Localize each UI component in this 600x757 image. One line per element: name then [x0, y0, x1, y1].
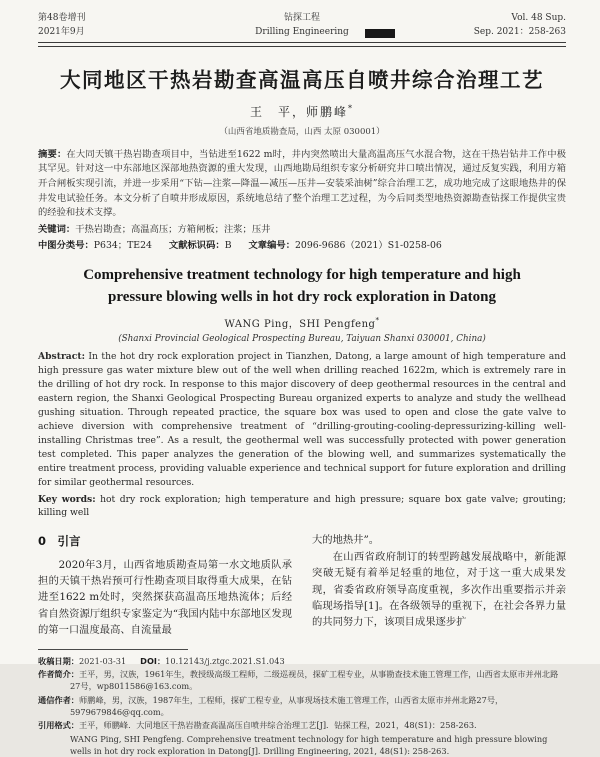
date-label-cn: 2021年9月	[38, 26, 85, 37]
section-heading: 0 引言	[38, 534, 81, 549]
body-columns	[38, 532, 566, 639]
keywords-en	[38, 493, 566, 521]
footnote-citation-en: WANG Ping, SHI Pengfeng. Comprehensive treatment technology for high temperature and high pressure blowing wells in hot dry rock exploration in Datong[J]. Drilling Engineering, 2021, 48(S1): 258-263.	[69, 733, 548, 756]
keywords-text-en: hot dry rock exploration; high temperature and high pressure; square box gate valve; grouting; killing well	[38, 493, 567, 519]
masthead-right	[446, 12, 566, 39]
volume-label-cn: 第48卷增刊	[38, 13, 86, 23]
author-names-en: WANG Ping，SHI Pengfeng	[224, 318, 376, 330]
document-code: 文献标识码：B	[168, 239, 232, 251]
pages-label-en: Sep. 2021：258-263	[473, 26, 566, 37]
abstract-label-cn: 摘要：	[38, 148, 67, 160]
masthead-left	[38, 12, 158, 39]
corresponding-author-mark: *	[348, 103, 354, 113]
footnote-corresponding-author: 通信作者：师鹏峰，男，汉族，1987年生，工程师，探矿工程专业，从事现场技术施工管理工作，山西省太原市并州北路27号，5979679846@qq.com。	[38, 694, 504, 718]
affiliation-cn: （山西省地质勘查局，山西 太原 030001）	[219, 126, 385, 137]
footnote-author-bio: 作者简介：王平，男，汉族，1961年生，教授级高级工程师，二级巡视员，探矿工程专业，从事勘查技术施工管理工作，山西省太原市并州北路27号，wp8011586@163.com。	[38, 669, 559, 692]
authors-cn	[38, 103, 566, 120]
article-title-en: Comprehensive treatment technology for high temperature and high pressure blowing wells in hot dry rock exploration in Datong	[83, 266, 521, 306]
body-paragraph-right-2: 在山西省政府制订的转型跨越发展战略中，新能源突破无疑有着举足轻重的地位，对于这一重大成果发现，省委省政府领导高度重视，多次作出重要指示并亲临现场指导[1]。在各级领导的重视下，在社会各界力量的共同努力下，该项目成果逐步扩	[312, 550, 566, 629]
journal-title-cn: 钻探工程	[283, 13, 320, 23]
abstract-label-en: Abstract:	[38, 350, 85, 362]
classification-line	[38, 239, 566, 254]
article-id: 文章编号：2096-9686（2021）S1-0258-06	[248, 239, 442, 251]
clc-number: 中图分类号：P634；TE24	[38, 239, 152, 251]
abstract-cn	[38, 148, 566, 221]
footnote-divider	[38, 649, 188, 650]
keywords-label-cn: 关键词：	[38, 223, 76, 235]
authors-en	[38, 315, 566, 330]
keywords-text-cn: 干热岩勘查；高温高压；方箱闸板；注浆；压井	[75, 223, 271, 235]
abstract-text-cn: 在大同天镇干热岩勘查项目中，当钻进至1622 m时，井内突然喷出大量高温高压气水混合物，这在干热岩钻井工作中极其罕见。针对这一中东部地区深部地热资源的重大发现，山西地勘局组织专家分析研究井口喷出情况，通过反复实践，利用方箱开合闸板实现引流，并进一步采用“下钻—注浆—降温—减压—压井—安装采油树”综合治理工艺，成功地完成了这眼地热井的保井发电试验任务。本文分析了自喷井形成原因，系统地总结了整个治理工艺过程，为今后同类型地热资源勘查钻探工作提供宝贵的经验和技术支撑。	[38, 148, 566, 219]
footnote-received-doi: 收稿日期：2021-03-31 DOI：10.12143/j.ztgc.2021.S1.043	[38, 655, 285, 666]
keywords-label-en: Key words:	[38, 493, 96, 505]
volume-label-en: Vol. 48 Sup.	[511, 13, 566, 23]
abstract-en	[38, 350, 566, 490]
abstract-text-en: In the hot dry rock exploration project in Tianzhen, Datong, a large amount of high temperature and high pressure gas water mixture blew out of the well when drilling reached 1622m, which is extremely rare in the drilling of hot dry rock. In response to this major discovery of deep geothermal resources in the central and eastern region, the Shanxi Geological Prospecting Bureau organized experts to analyze and study the wellhead gushing situation. Through repeated practice, the square box was used to open and close the gate valve to achieve diversion with comprehensive treatment of “drilling-grouting-cooling-depressurizing-killing well-installing Christmas tree”. As a result, the geothermal well was successfully protected with power generation test completed. This paper analyzes the generation of the blowing well, and summarizes systematically the entire treatment process, providing valuable experience and technical support for future exploration and drilling for similar geothermal resources.	[38, 350, 566, 488]
journal-title-en: Drilling Engineering	[255, 26, 349, 37]
article-title-cn: 大同地区干热岩勘查高温高压自喷井综合治理工艺	[60, 67, 544, 92]
masthead-divider	[38, 42, 566, 47]
body-column-left	[38, 532, 292, 639]
masthead	[38, 12, 566, 39]
author-names-cn: 王 平，师鹏峰	[249, 104, 348, 119]
scan-ink-block	[365, 29, 395, 38]
footnote-citation-cn: 引用格式：王平，师鹏峰．大同地区干热岩勘查高温高压自喷井综合治理工艺[J]．钻探工程，2021，48(S1)：258-263.	[38, 720, 477, 731]
corresponding-author-mark-en: *	[375, 316, 380, 325]
body-paragraph-left: 2020年3月，山西省地质勘查局第一水文地质队承担的天镇干热岩预可行性勘查项目取得重大成果，在钻进至1622 m处时，突然探获高温高压地热流体；后经省自然资源厅组织专家鉴定为“我国内陆中东部地区发现的第一口温度最高、自流量最	[38, 558, 292, 637]
affiliation-en: (Shanxi Provincial Geological Prospecting Bureau, Taiyuan Shanxi 030001, China)	[118, 333, 486, 344]
footnotes	[38, 655, 566, 757]
keywords-cn	[38, 223, 566, 238]
body-paragraph-right-1: 大的地热井”。	[312, 534, 380, 547]
masthead-center	[255, 12, 349, 39]
body-column-right	[312, 532, 566, 639]
